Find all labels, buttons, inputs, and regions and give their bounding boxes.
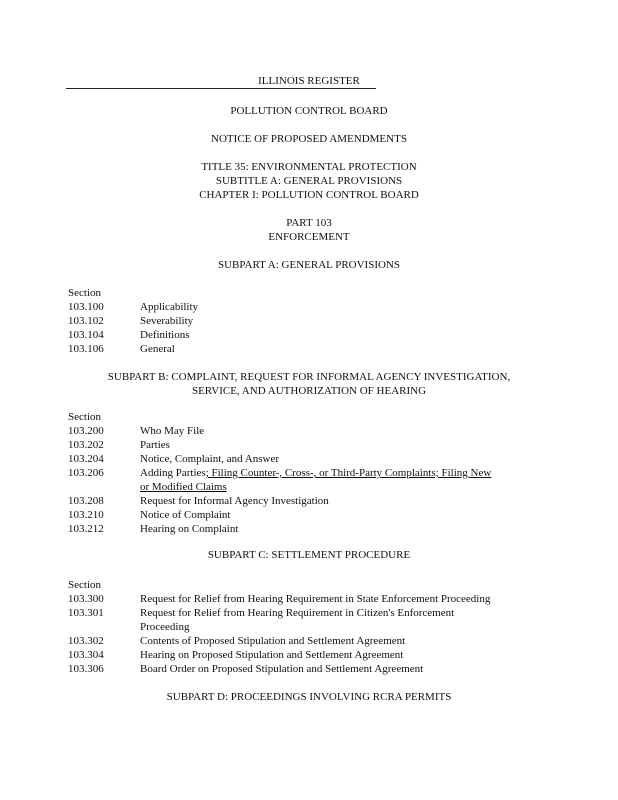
section-title-amended: ; Filing Counter-, Cross-, or Third-Party Complaints; Filing New: [205, 467, 492, 479]
table-row: [68, 466, 491, 480]
section-number: 103.306: [68, 663, 104, 675]
section-number: 103.104: [68, 329, 104, 341]
table-row: [68, 648, 403, 662]
table-row: [68, 342, 175, 356]
section-number: 103.301: [68, 607, 104, 619]
subpart-c-section-label: Section: [68, 579, 101, 591]
section-number: 103.100: [68, 301, 104, 313]
section-title-continuation: Proceeding: [140, 621, 190, 633]
table-row: [68, 438, 170, 452]
section-title: Request for Relief from Hearing Requirement in Citizen's Enforcement: [140, 607, 455, 619]
section-title: [140, 466, 491, 480]
section-number: 103.212: [68, 523, 104, 535]
section-number: 103.210: [68, 509, 104, 521]
section-title: Notice of Complaint: [140, 509, 231, 521]
header-rule: [66, 88, 376, 89]
section-number: 103.202: [68, 439, 104, 451]
subpart-b-heading-line2: SERVICE, AND AUTHORIZATION OF HEARING: [191, 385, 427, 397]
section-number: 103.200: [68, 425, 104, 437]
table-row: [68, 634, 405, 648]
subtitle-line: SUBTITLE A: GENERAL PROVISIONS: [215, 175, 403, 187]
section-number: 103.302: [68, 635, 104, 647]
section-title: Definitions: [140, 329, 190, 341]
subpart-c-heading: SUBPART C: SETTLEMENT PROCEDURE: [207, 549, 411, 561]
subpart-b-section-label: Section: [68, 411, 101, 423]
section-title-continuation: or Modified Claims: [140, 481, 227, 493]
table-row: [68, 522, 238, 536]
board-name: POLLUTION CONTROL BOARD: [230, 105, 388, 117]
table-row: [68, 508, 230, 522]
section-number: 103.304: [68, 649, 104, 661]
section-title: Notice, Complaint, and Answer: [140, 453, 280, 465]
subpart-d-heading: SUBPART D: PROCEEDINGS INVOLVING RCRA PERMITS: [166, 691, 452, 703]
table-row: [68, 314, 193, 328]
table-row: [68, 592, 490, 606]
notice-title: NOTICE OF PROPOSED AMENDMENTS: [211, 133, 407, 145]
section-title: Request for Relief from Hearing Requirement in State Enforcement Proceeding: [140, 593, 491, 605]
section-title: Applicability: [140, 301, 199, 313]
section-number: 103.102: [68, 315, 104, 327]
subpart-a-heading: SUBPART A: GENERAL PROVISIONS: [218, 259, 400, 271]
chapter-line: CHAPTER I: POLLUTION CONTROL BOARD: [199, 189, 419, 201]
section-title: Hearing on Proposed Stipulation and Settlement Agreement: [140, 649, 404, 661]
section-number: 103.106: [68, 343, 104, 355]
section-title: Who May File: [140, 425, 205, 437]
section-number: 103.206: [68, 467, 104, 479]
section-title-plain: Adding Parties: [140, 467, 206, 479]
section-title: Contents of Proposed Stipulation and Settlement Agreement: [140, 635, 406, 647]
section-title: Parties: [140, 439, 170, 451]
section-title: General: [140, 343, 175, 355]
table-row: [68, 494, 329, 508]
table-row: [68, 662, 423, 676]
subpart-a-section-label: Section: [68, 287, 101, 299]
subpart-b-heading-line1: SUBPART B: COMPLAINT, REQUEST FOR INFORMAL AGENCY INVESTIGATION,: [107, 371, 511, 383]
table-row: [68, 452, 279, 466]
title-line: TITLE 35: ENVIRONMENTAL PROTECTION: [201, 161, 417, 173]
table-row: [68, 328, 190, 342]
section-title: Hearing on Complaint: [140, 523, 239, 535]
section-title: Severability: [140, 315, 194, 327]
register-title: ILLINOIS REGISTER: [258, 75, 360, 87]
section-title: Request for Informal Agency Investigation: [140, 495, 329, 507]
part-name: ENFORCEMENT: [268, 231, 350, 243]
part-number: PART 103: [286, 217, 332, 229]
section-number: 103.208: [68, 495, 104, 507]
table-row: [68, 606, 454, 620]
table-row: [68, 424, 204, 438]
section-number: 103.300: [68, 593, 104, 605]
table-row: [68, 300, 198, 314]
section-number: 103.204: [68, 453, 104, 465]
section-title: Board Order on Proposed Stipulation and Settlement Agreement: [140, 663, 424, 675]
